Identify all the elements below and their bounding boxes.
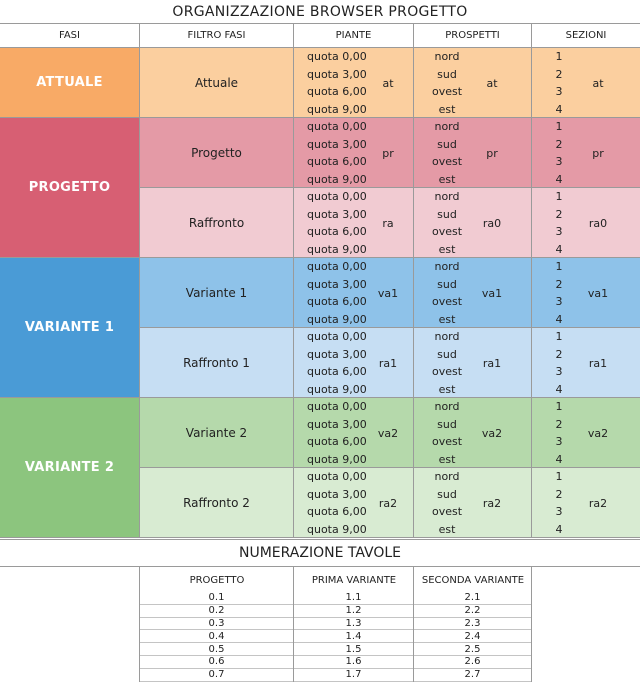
piante-code: pr <box>382 146 394 160</box>
header-filtro-fasi: FILTRO FASI <box>140 24 294 48</box>
sezione-number: 3 <box>555 505 563 518</box>
prospetto-label: nord <box>434 400 460 413</box>
numerazione-cell: 2.6 <box>414 656 531 669</box>
sezione-number: 2 <box>555 487 563 501</box>
sezione-number: 1 <box>555 260 563 273</box>
sezione-number: 3 <box>555 435 563 448</box>
sezione-number: 2 <box>555 137 563 151</box>
prospetto-label: est <box>438 452 456 466</box>
piante-quota: quota 9,00 <box>307 102 367 116</box>
header-fasi: FASI <box>0 24 140 48</box>
numerazione-title: NUMERAZIONE TAVOLE <box>0 539 640 567</box>
sezioni-code: ra2 <box>588 496 608 510</box>
header-sezioni: SEZIONI <box>532 24 640 48</box>
sezione-number: 4 <box>555 172 563 186</box>
phase-variante-2: VARIANTE 2 <box>0 398 140 538</box>
numerazione-cell: 0.5 <box>140 643 293 656</box>
header-piante: PIANTE <box>294 24 414 48</box>
sezione-number: 2 <box>555 347 563 361</box>
numerazione-cell: 1.2 <box>294 605 413 618</box>
piante-quota: quota 3,00 <box>307 277 367 291</box>
piante-quota: quota 9,00 <box>307 242 367 256</box>
sezione-number: 4 <box>555 102 563 116</box>
piante-quota: quota 0,00 <box>307 120 367 133</box>
sezione-number: 2 <box>555 277 563 291</box>
numerazione-cell: 2.7 <box>414 669 531 682</box>
numerazione-cell: 2.3 <box>414 618 531 631</box>
prospetti-code: va1 <box>481 286 503 300</box>
numerazione-cell: 1.4 <box>294 630 413 643</box>
prospetto-label: nord <box>434 120 460 133</box>
piante-quota: quota 6,00 <box>307 505 367 518</box>
piante-code: at <box>382 76 394 90</box>
numerazione-cell: 0.1 <box>140 592 293 605</box>
sezione-number: 1 <box>555 50 563 63</box>
piante-quota: quota 6,00 <box>307 225 367 238</box>
page-title: ORGANIZZAZIONE BROWSER PROGETTO <box>0 0 640 24</box>
numerazione-cell: 1.5 <box>294 643 413 656</box>
prospetto-label: est <box>438 312 456 326</box>
numerazione-header: PRIMA VARIANTE <box>311 574 397 586</box>
prospetto-label: sud <box>437 277 457 291</box>
prospetto-label: sud <box>437 207 457 221</box>
sezioni-code: pr <box>592 146 604 160</box>
prospetto-label: est <box>438 102 456 116</box>
filter-cell: Variante 2 <box>140 398 294 468</box>
piante-quota: quota 9,00 <box>307 172 367 186</box>
prospetto-label: sud <box>437 137 457 151</box>
piante-quota: quota 9,00 <box>307 312 367 326</box>
prospetto-label: est <box>438 382 456 396</box>
piante-quota: quota 6,00 <box>307 85 367 98</box>
prospetto-label: nord <box>434 330 460 343</box>
prospetto-label: est <box>438 242 456 256</box>
piante-code: ra1 <box>378 356 398 370</box>
numerazione-cell: 0.6 <box>140 656 293 669</box>
numerazione-cell: 0.3 <box>140 618 293 631</box>
filter-cell: Raffronto 1 <box>140 328 294 398</box>
sezione-number: 2 <box>555 207 563 221</box>
prospetto-label: est <box>438 172 456 186</box>
filter-cell: Attuale <box>140 48 294 118</box>
piante-quota: quota 6,00 <box>307 365 367 378</box>
piante-quota: quota 0,00 <box>307 260 367 273</box>
numerazione-cell: 2.5 <box>414 643 531 656</box>
piante-quota: quota 0,00 <box>307 470 367 483</box>
numerazione-cell: 0.7 <box>140 669 293 682</box>
sezione-number: 3 <box>555 225 563 238</box>
sezione-number: 4 <box>555 452 563 466</box>
prospetto-label: nord <box>434 50 460 63</box>
sezione-number: 1 <box>555 400 563 413</box>
piante-quota: quota 0,00 <box>307 190 367 203</box>
prospetti-code: ra0 <box>482 216 502 230</box>
filter-cell: Variante 1 <box>140 258 294 328</box>
sezioni-code: ra0 <box>588 216 608 230</box>
sezione-number: 1 <box>555 190 563 203</box>
sezione-number: 2 <box>555 67 563 81</box>
numerazione-cell: 1.7 <box>294 669 413 682</box>
numerazione-cell: 1.6 <box>294 656 413 669</box>
piante-quota: quota 3,00 <box>307 417 367 431</box>
sezioni-code: ra1 <box>588 356 608 370</box>
numerazione-cell: 1.1 <box>294 592 413 605</box>
filter-cell: Raffronto 2 <box>140 468 294 538</box>
prospetti-code: pr <box>486 146 498 160</box>
piante-quota: quota 9,00 <box>307 522 367 536</box>
prospetto-label: ovest <box>431 155 463 168</box>
piante-quota: quota 0,00 <box>307 50 367 63</box>
numerazione-header: PROGETTO <box>189 574 245 586</box>
prospetto-label: ovest <box>431 435 463 448</box>
piante-quota: quota 0,00 <box>307 400 367 413</box>
piante-quota: quota 3,00 <box>307 347 367 361</box>
numerazione-cell: 2.2 <box>414 605 531 618</box>
piante-quota: quota 6,00 <box>307 295 367 308</box>
prospetti-code: ra2 <box>482 496 502 510</box>
prospetto-label: sud <box>437 347 457 361</box>
prospetto-label: nord <box>434 470 460 483</box>
piante-quota: quota 6,00 <box>307 155 367 168</box>
sezione-number: 1 <box>555 120 563 133</box>
piante-code: ra2 <box>378 496 398 510</box>
piante-quota: quota 9,00 <box>307 452 367 466</box>
prospetto-label: ovest <box>431 365 463 378</box>
sezione-number: 1 <box>555 470 563 483</box>
numerazione-cell: 0.4 <box>140 630 293 643</box>
piante-code: va1 <box>377 286 399 300</box>
sezione-number: 4 <box>555 242 563 256</box>
prospetti-code: at <box>486 76 498 90</box>
prospetto-label: sud <box>437 67 457 81</box>
sezione-number: 4 <box>555 312 563 326</box>
sezione-number: 3 <box>555 365 563 378</box>
sezione-number: 1 <box>555 330 563 343</box>
sezione-number: 3 <box>555 155 563 168</box>
piante-quota: quota 3,00 <box>307 487 367 501</box>
piante-quota: quota 6,00 <box>307 435 367 448</box>
filter-cell: Raffronto <box>140 188 294 258</box>
prospetto-label: nord <box>434 260 460 273</box>
filter-cell: Progetto <box>140 118 294 188</box>
prospetti-code: ra1 <box>482 356 502 370</box>
piante-quota: quota 3,00 <box>307 67 367 81</box>
piante-quota: quota 3,00 <box>307 207 367 221</box>
sezione-number: 4 <box>555 382 563 396</box>
numerazione-cell: 2.1 <box>414 592 531 605</box>
phase-attuale: ATTUALE <box>0 48 140 118</box>
sezione-number: 3 <box>555 295 563 308</box>
piante-code: ra <box>382 216 394 230</box>
sezione-number: 4 <box>555 522 563 536</box>
sezione-number: 3 <box>555 85 563 98</box>
piante-code: va2 <box>377 426 399 440</box>
piante-quota: quota 3,00 <box>307 137 367 151</box>
prospetto-label: ovest <box>431 85 463 98</box>
numerazione-header: SECONDA VARIANTE <box>421 574 525 586</box>
numerazione-cell: 2.4 <box>414 630 531 643</box>
phase-variante-1: VARIANTE 1 <box>0 258 140 398</box>
prospetto-label: ovest <box>431 295 463 308</box>
sezioni-code: va1 <box>587 286 609 300</box>
sezioni-code: va2 <box>587 426 609 440</box>
prospetto-label: sud <box>437 487 457 501</box>
phase-progetto: PROGETTO <box>0 118 140 258</box>
sezioni-code: at <box>592 76 604 90</box>
prospetto-label: ovest <box>431 505 463 518</box>
prospetti-code: va2 <box>481 426 503 440</box>
prospetto-label: est <box>438 522 456 536</box>
prospetto-label: nord <box>434 190 460 203</box>
prospetto-label: sud <box>437 417 457 431</box>
piante-quota: quota 9,00 <box>307 382 367 396</box>
header-prospetti: PROSPETTI <box>414 24 532 48</box>
numerazione-cell: 1.3 <box>294 618 413 631</box>
piante-quota: quota 0,00 <box>307 330 367 343</box>
numerazione-cell: 0.2 <box>140 605 293 618</box>
sezione-number: 2 <box>555 417 563 431</box>
prospetto-label: ovest <box>431 225 463 238</box>
